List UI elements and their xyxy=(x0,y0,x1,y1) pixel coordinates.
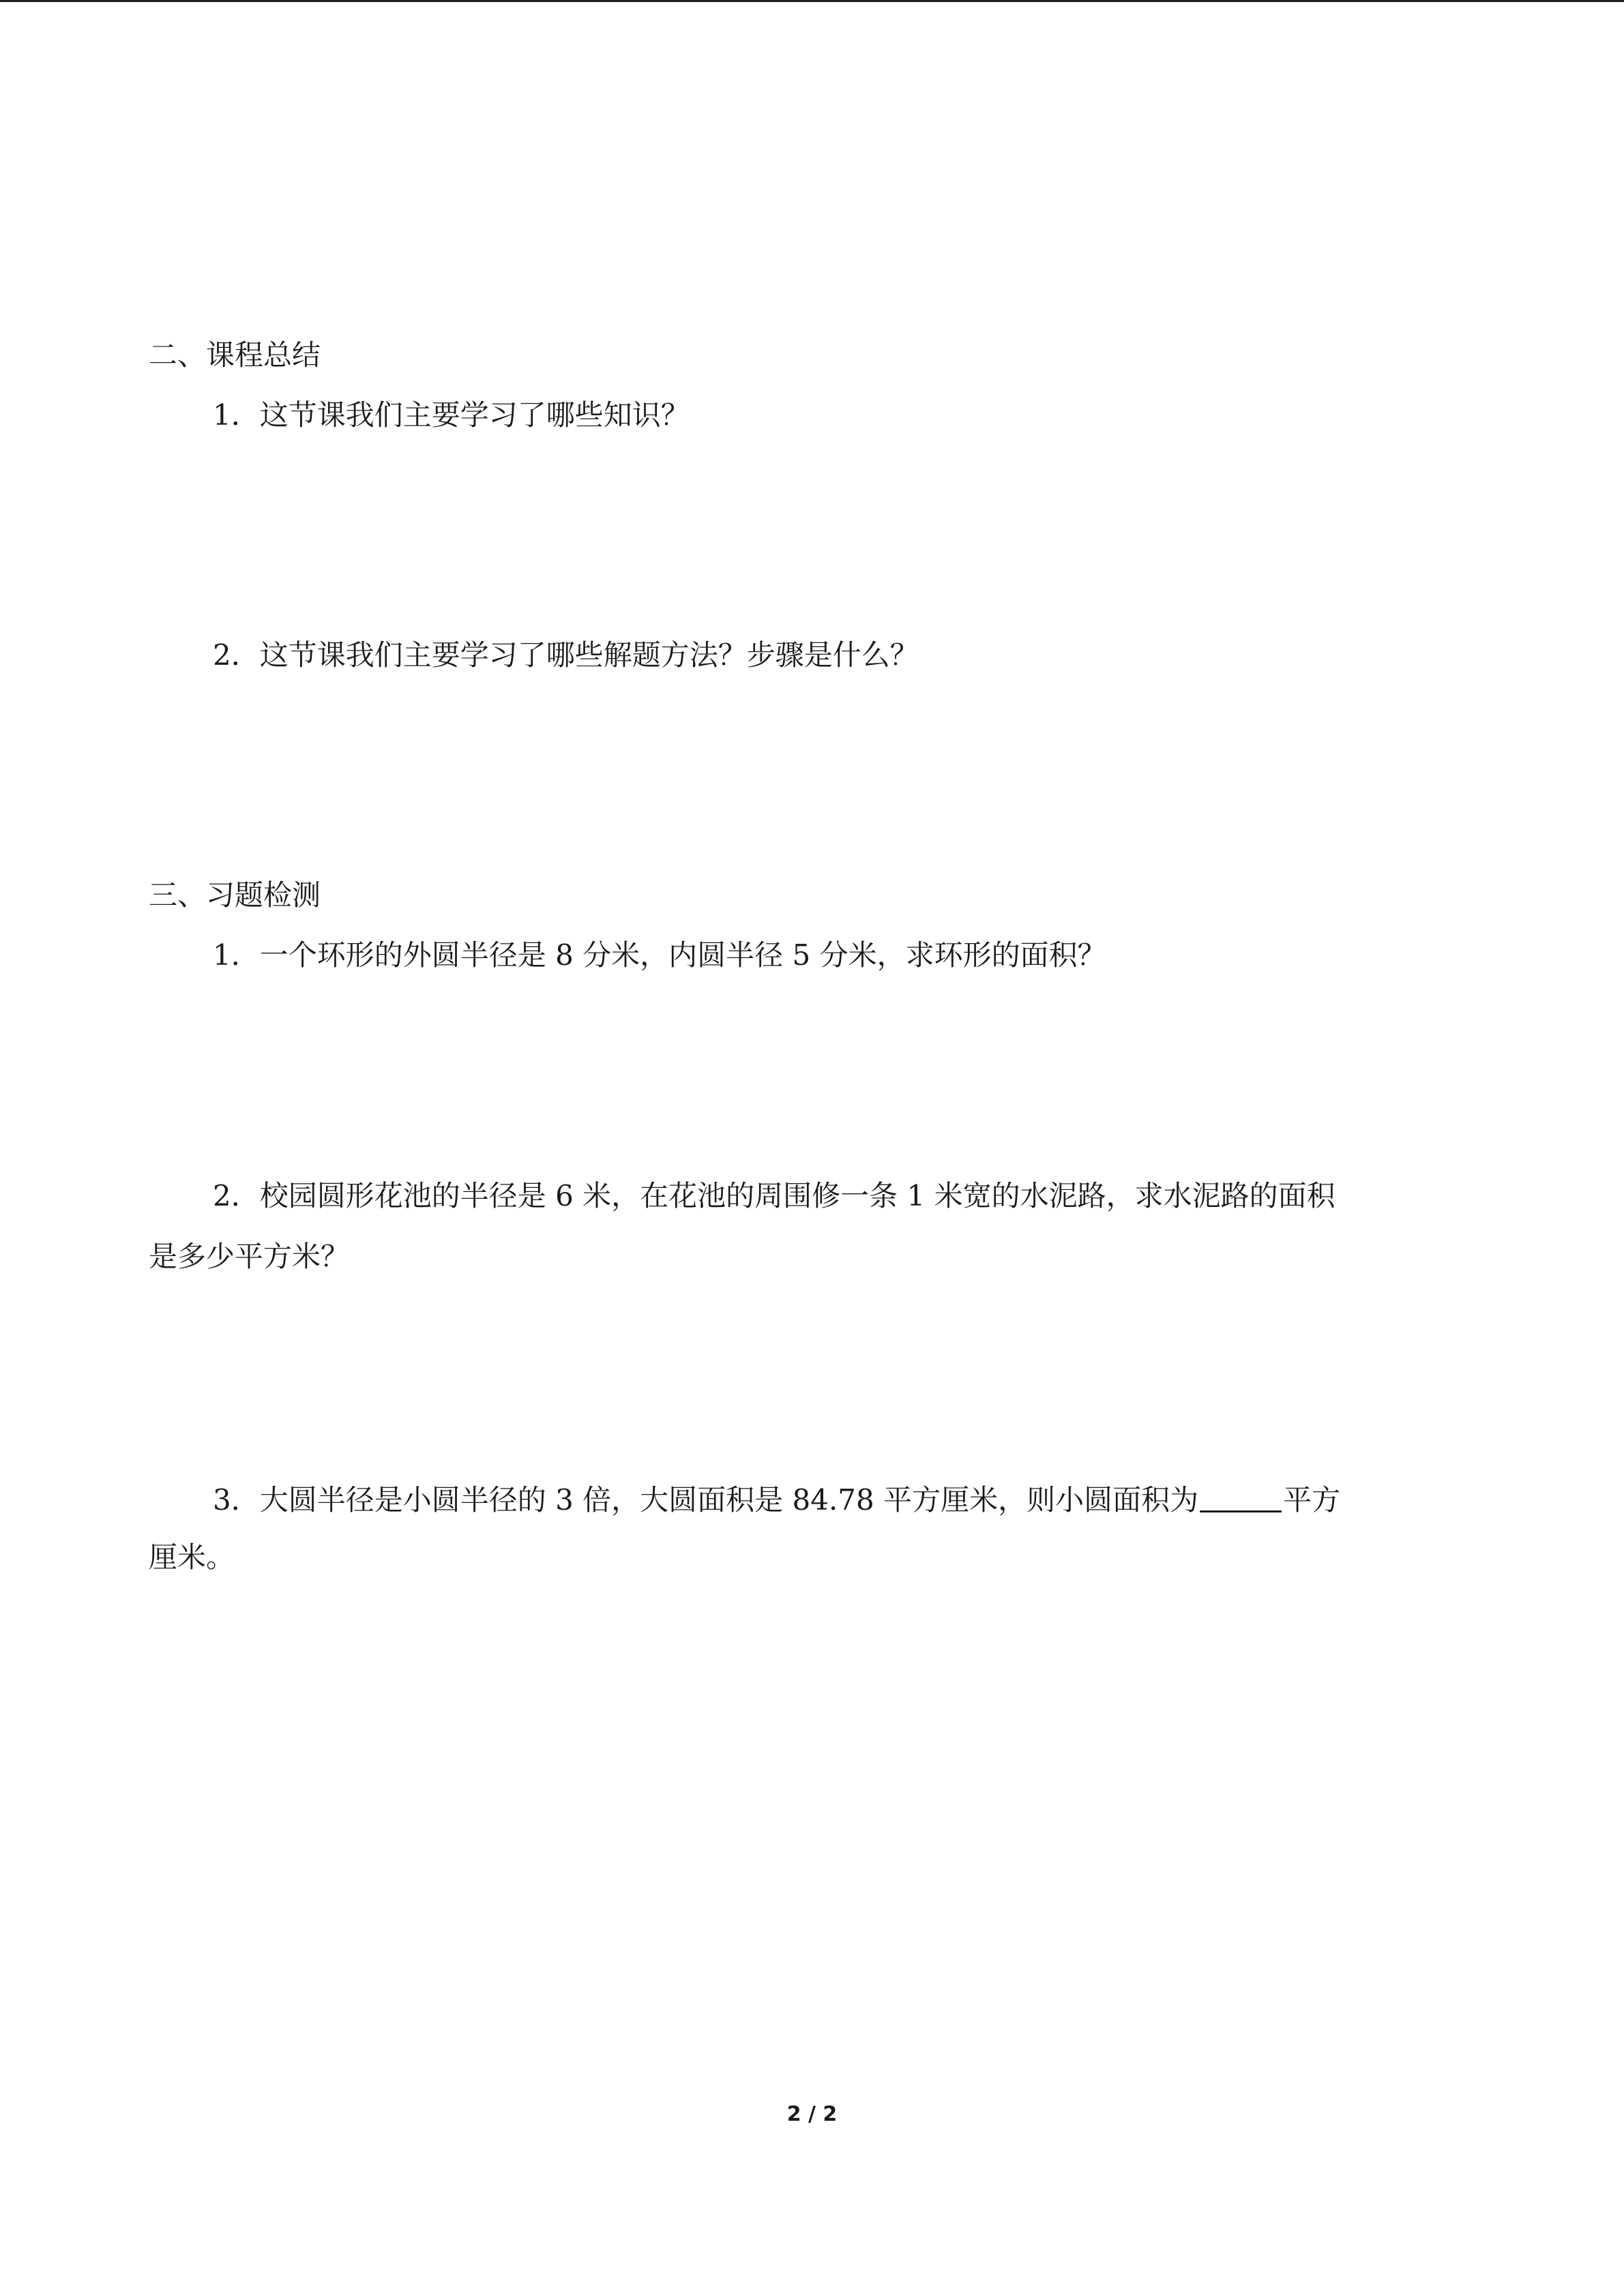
page-number: 2 / 2 xyxy=(786,2102,838,2126)
summary-question-1: 1．这节课我们主要学习了哪些知识？ xyxy=(213,398,690,432)
top-border-rule xyxy=(0,0,1624,2)
answer-blank[interactable] xyxy=(1200,1483,1282,1512)
section-heading-exercises: 三、习题检测 xyxy=(149,878,321,912)
exercise-question-3-line-1 xyxy=(213,1483,1340,1515)
exercise-question-1: 1．一个环形的外圆半径是 8 分米，内圆半径 5 分米，求环形的面积？ xyxy=(213,938,1106,972)
section-heading-summary: 二、课程总结 xyxy=(149,338,321,372)
exercise-question-2-line-2: 是多少平方米？ xyxy=(149,1240,350,1273)
exercise-question-2-line-1: 2．校园圆形花池的半径是 6 米，在花池的周围修一条 1 米宽的水泥路，求水泥路的面积 xyxy=(213,1179,1335,1212)
exercise-question-3-text: 3．大圆半径是小圆半径的 3 倍，大圆面积是 84.78 平方厘米，则小圆面积为 xyxy=(213,1483,1199,1517)
exercise-question-3-unit: 平方 xyxy=(1283,1483,1341,1517)
summary-question-2: 2．这节课我们主要学习了哪些解题方法？步骤是什么？ xyxy=(213,638,919,672)
exercise-question-3-line-2: 厘米。 xyxy=(149,1540,235,1574)
